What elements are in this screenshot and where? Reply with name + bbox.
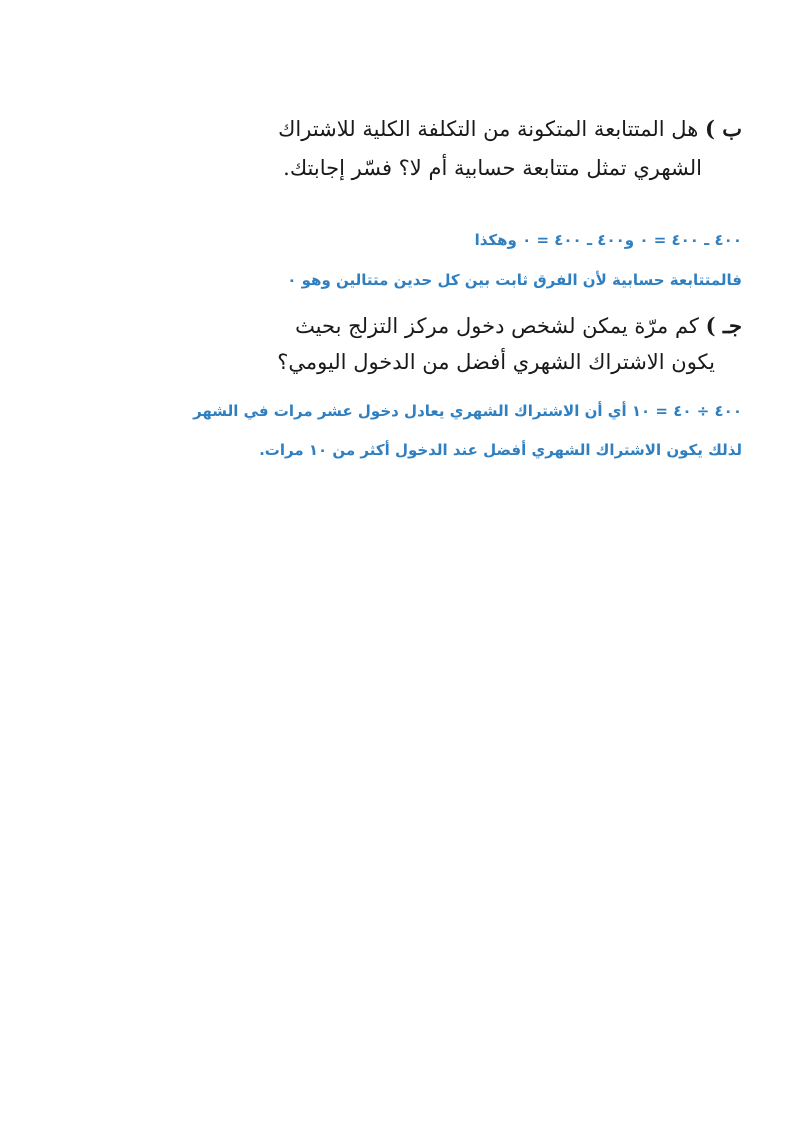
question-c-text-2: يكون الاشتراك الشهري أفضل من الدخول اليومي؟: [277, 350, 715, 374]
question-b-marker: ب ): [704, 116, 742, 141]
answer-b-line-2: فالمتتابعة حسابية لأن الفرق ثابت بين كل حدين متتالين وهو ٠: [287, 271, 742, 289]
question-c-text-1: كم مرّة يمكن لشخص دخول مركز التزلج بحيث: [295, 314, 699, 338]
answer-b-line-1: ٤٠٠ ـ ٤٠٠ = ٠ و٤٠٠ ـ ٤٠٠ = ٠ وهكذا: [474, 231, 742, 249]
question-c-line-2: [277, 350, 715, 375]
question-b-line-1: [278, 116, 742, 142]
answer-c-line-1: ٤٠٠ ÷ ٤٠ = ١٠ أي أن الاشتراك الشهري يعادل دخول عشر مرات في الشهر: [193, 402, 742, 420]
question-c-marker: جـ ): [705, 313, 742, 338]
question-b-line-2: [283, 156, 702, 181]
answer-c-line-2: لذلك يكون الاشتراك الشهري أفضل عند الدخول أكثر من ١٠ مرات.: [259, 441, 742, 459]
question-b-text-1: هل المتتابعة المتكونة من التكلفة الكلية للاشتراك: [278, 117, 699, 141]
question-b-text-2: الشهري تمثل متتابعة حسابية أم لا؟ فسّر إجابتك.: [283, 156, 702, 180]
question-c-line-1: [295, 313, 742, 339]
